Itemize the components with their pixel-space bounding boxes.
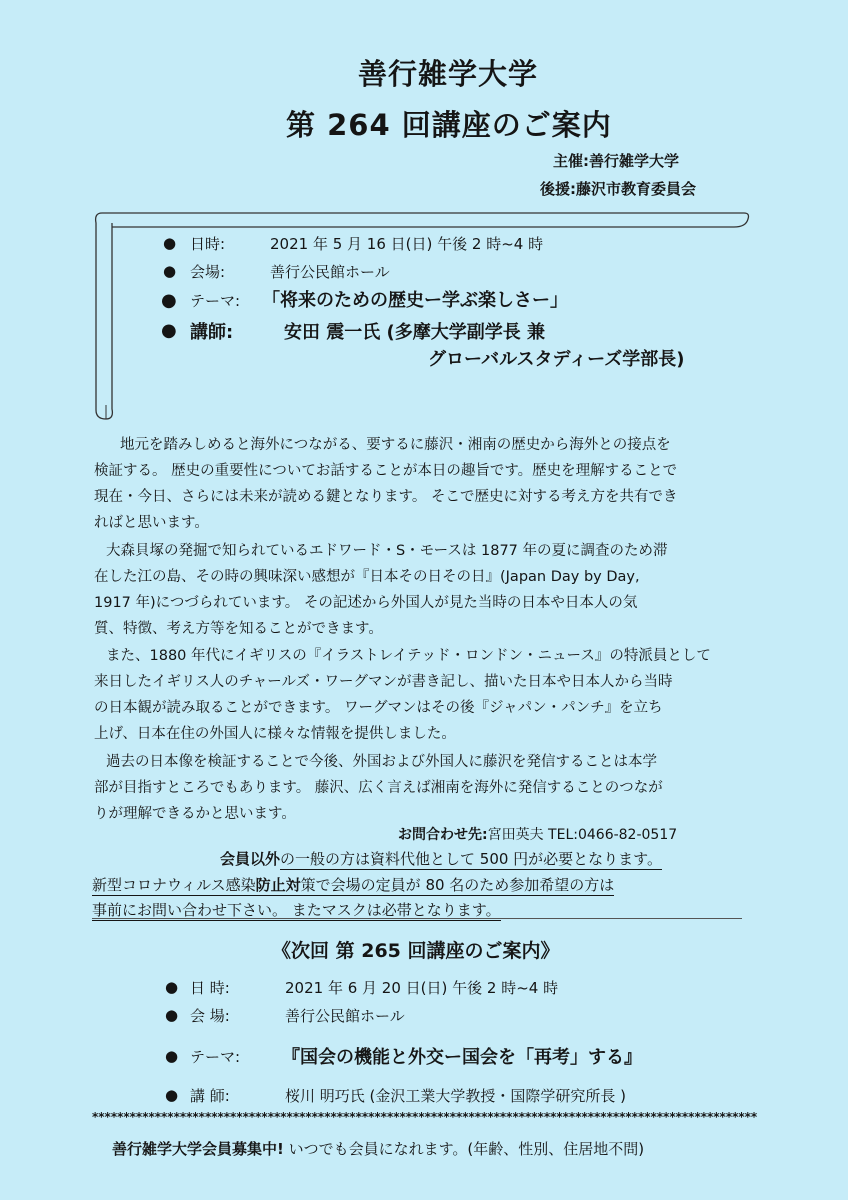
org-title: 善行雑学大学 [358,57,539,91]
next-label-venue: 会 場: [190,1007,230,1025]
contact-info [398,824,677,844]
body-line: 現在・今日、さらには未来が読める鍵となります。 そこで歴史に対する考え方を共有でき [94,489,678,505]
body-line: また、1880 年代にイギリスの『イラストレイテッド・ロンドン・ニュース』の特派員として [106,648,711,664]
event-value-lecturer: 安田 震一氏 (多摩大学副学長 兼 [284,322,546,343]
membership-recruit [112,1138,644,1159]
contact-value: 宮田英夫 TEL:0466-82-0517 [487,827,678,843]
covid-notice-line1 [92,874,614,895]
covid-notice-c: 策で会場の定員が 80 名のため参加希望の方は [300,876,615,894]
fee-notice [220,848,662,869]
next-lecture-title: 《次回 第 265 回講座のご案内》 [272,940,560,962]
next-value-venue: 善行公民館ホール [285,1007,405,1025]
support-text: 後援:藤沢市教育委員会 [540,180,696,198]
next-label-theme: テーマ: [190,1048,241,1066]
next-value-lecturer: 桜川 明巧氏 (金沢工業大学教授・国際学研究所長 ) [285,1087,627,1105]
bullet-icon: ● [161,320,177,341]
body-line: 在した江の島、その時の興味深い感想が『日本その日その日』(Japan Day by Day, [94,569,640,585]
event-value-venue: 善行公民館ホール [270,263,390,281]
body-line: 質、特徴、考え方等を知ることができます。 [94,621,383,637]
bullet-icon: ● [165,1047,179,1065]
bullet-icon: ● [163,234,177,252]
covid-notice-a: 新型コロナウィルス感染 [92,876,256,894]
next-label-lecturer: 講 師: [190,1087,230,1105]
bullet-icon: ● [165,1006,179,1024]
bullet-icon: ● [163,262,177,280]
next-value-theme: 『国会の機能と外交ー国会を「再考」する』 [282,1047,642,1068]
event-label-datetime: 日時: [190,235,226,253]
recruit-detail: いつでも会員になれます。(年齢、性別、住居地不問) [283,1140,645,1158]
body-line: ればと思います。 [94,515,209,531]
bullet-icon: ● [161,290,177,311]
event-value-lecturer-title: グローバルスタディーズ学部長) [428,349,685,370]
star-divider: ********************************************************************************************************** [92,1110,758,1124]
fee-notice-members: 会員以外 [220,850,281,868]
event-label-venue: 会場: [190,263,226,281]
fee-notice-text: の一般の方は資料代他として 500 円が必要となります。 [280,850,662,868]
covid-notice-line2-text: 事前にお問い合わせ下さい。 またマスクは必帯となります。 [92,901,501,919]
event-value-theme: 「将来のための歴史ー学ぶ楽しさー」 [262,290,568,311]
next-value-datetime: 2021 年 6 月 20 日(日) 午後 2 時~4 時 [285,979,559,997]
next-label-datetime: 日 時: [190,979,230,997]
event-label-lecturer: 講師: [190,322,234,343]
sponsor-text: 主催:善行雑学大学 [553,152,679,170]
contact-label: お問合わせ先: [398,827,488,843]
event-label-theme: テーマ: [190,292,241,310]
bullet-icon: ● [165,1086,179,1104]
body-line: 来日したイギリス人のチャールズ・ワーグマンが書き記し、描いた日本や日本人から当時 [94,674,673,690]
section-divider [92,918,742,919]
body-line: の日本観が読み取ることができます。 ワーグマンはその後『ジャパン・パンチ』を立ち [94,700,663,716]
body-line: 上げ、日本在住の外国人に様々な情報を提供しました。 [94,726,456,742]
body-line: 検証する。 歴史の重要性についてお話することが本日の趣旨です。歴史を理解することで [94,463,678,479]
recruit-heading: 善行雑学大学会員募集中! [112,1140,284,1158]
lecture-title: 第 264 回講座のご案内 [286,108,612,142]
body-line: 大森貝塚の発掘で知られているエドワード・S・モースは 1877 年の夏に調査のため滞 [106,543,668,559]
covid-notice-b: 防止対 [255,876,301,894]
body-line: 過去の日本像を検証することで今後、外国および外国人に藤沢を発信することは本学 [106,754,657,770]
body-line: 地元を踏みしめると海外につながる、要するに藤沢・湘南の歴史から海外との接点を [120,437,671,453]
body-line: 1917 年)につづられています。 その記述から外国人が見た当時の日本や日本人の気 [94,595,638,611]
bullet-icon: ● [165,978,179,996]
body-line: りが理解できるかと思います。 [94,806,296,822]
body-line: 部が目指すところでもあります。 藤沢、広く言えば湘南を海外に発信することのつなが [94,780,663,796]
event-value-datetime: 2021 年 5 月 16 日(日) 午後 2 時~4 時 [270,235,544,253]
covid-notice-line2 [92,899,501,920]
